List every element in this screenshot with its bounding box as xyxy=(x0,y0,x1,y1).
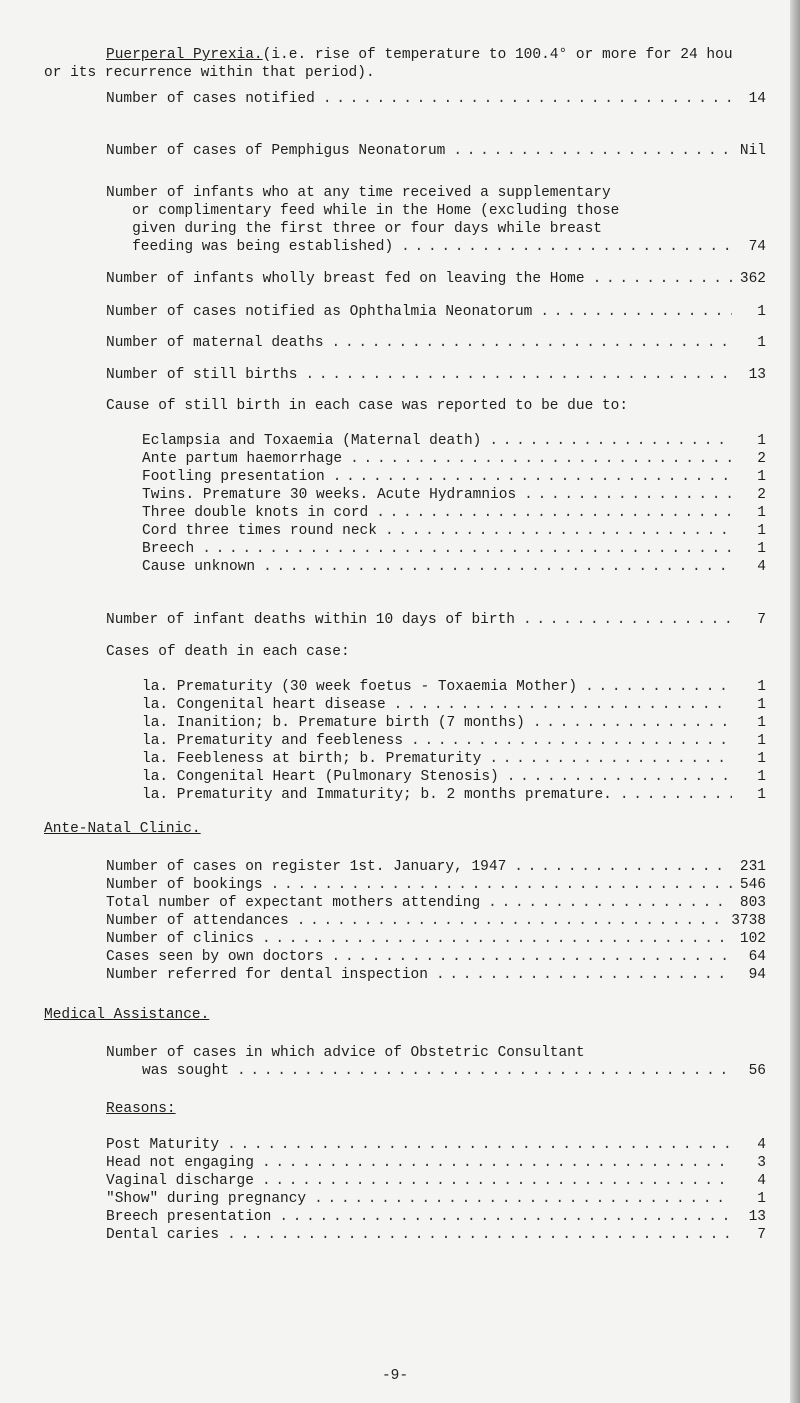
supplementary-feed-line-2: or complimentary feed while in the Home (excluding those xyxy=(106,203,620,219)
ophthalmia-row: Number of cases notified as Ophthalmia Neonatorum . . . 1 xyxy=(106,303,766,321)
still-birth-cause-item: Three double knots in cord . . . 1 xyxy=(142,504,766,522)
death-cause-item: la. Congenital heart disease . . . 1 xyxy=(142,696,766,714)
reason-item: Breech presentation . . . 13 xyxy=(106,1208,766,1226)
death-cause-item: la. Prematurity (30 week foetus - Toxaemia Mother) . . . 1 xyxy=(142,678,766,696)
death-cause-item: la. Inanition; b. Premature birth (7 months) . . . 1 xyxy=(142,714,766,732)
death-cause-heading: Cases of death in each case: xyxy=(106,644,350,660)
antenatal-row: Number referred for dental inspection . . . 94 xyxy=(106,966,766,984)
death-cause-item: la. Feebleness at birth; b. Prematurity . . . 1 xyxy=(142,750,766,768)
puerperal-pyrexia-definition: (i.e. rise of temperature to 100.4° or more for 24 hou xyxy=(262,47,733,63)
supplementary-feed-row: feeding was being established) . . . 74 xyxy=(106,238,766,256)
still-birth-cause-item: Footling presentation . . . 1 xyxy=(142,468,766,486)
still-birth-cause-heading: Cause of still birth in each case was reported to be due to: xyxy=(106,398,629,414)
death-cause-item: la. Prematurity and Immaturity; b. 2 months premature. . . . 1 xyxy=(142,786,766,804)
reason-item: "Show" during pregnancy . . . 1 xyxy=(106,1190,766,1208)
still-birth-cause-item: Ante partum haemorrhage . . . 2 xyxy=(142,450,766,468)
still-birth-cause-item: Cord three times round neck . . . 1 xyxy=(142,522,766,540)
antenatal-row: Number of bookings . . . 546 xyxy=(106,876,766,894)
still-birth-cause-item: Eclampsia and Toxaemia (Maternal death) . . . 1 xyxy=(142,432,766,450)
consultant-advice-line-1: Number of cases in which advice of Obstetric Consultant xyxy=(106,1045,585,1061)
antenatal-row: Number of clinics . . . 102 xyxy=(106,930,766,948)
puerperal-pyrexia-title: Puerperal Pyrexia. xyxy=(106,47,263,63)
death-cause-item: la. Congenital Heart (Pulmonary Stenosis) . . . 1 xyxy=(142,768,766,786)
still-births-row: Number of still births . . . 13 xyxy=(106,366,766,384)
antenatal-heading: Ante-Natal Clinic. xyxy=(44,821,201,837)
still-birth-cause-item: Breech . . . 1 xyxy=(142,540,766,558)
still-birth-cause-item: Cause unknown . . . 4 xyxy=(142,558,766,576)
death-cause-item: la. Prematurity and feebleness . . . 1 xyxy=(142,732,766,750)
breast-fed-row: Number of infants wholly breast fed on leaving the Home . . . 362 xyxy=(106,270,766,288)
reason-item: Post Maturity . . . 4 xyxy=(106,1136,766,1154)
supplementary-feed-line-1: Number of infants who at any time received a supplementary xyxy=(106,185,611,201)
maternal-deaths-row: Number of maternal deaths . . . 1 xyxy=(106,334,766,352)
antenatal-row: Number of attendances . . . 3738 xyxy=(106,912,766,930)
pemphigus-row: Number of cases of Pemphigus Neonatorum . . . Nil xyxy=(106,142,766,160)
medical-assistance-heading: Medical Assistance. xyxy=(44,1007,210,1023)
antenatal-row: Number of cases on register 1st. January, 1947 . . . 231 xyxy=(106,858,766,876)
still-birth-cause-item: Twins. Premature 30 weeks. Acute Hydramnios . . . 2 xyxy=(142,486,766,504)
page-number: -9- xyxy=(381,1368,409,1384)
consultant-advice-row: was sought . . . 56 xyxy=(142,1062,766,1080)
reason-item: Vaginal discharge . . . 4 xyxy=(106,1172,766,1190)
page-edge-shadow xyxy=(790,0,800,1403)
infant-deaths-row: Number of infant deaths within 10 days of birth . . . 7 xyxy=(106,611,766,629)
supplementary-feed-line-3: given during the first three or four days while breast xyxy=(106,221,602,237)
reasons-heading: Reasons: xyxy=(106,1101,176,1117)
intro-line-2: or its recurrence within that period). xyxy=(44,65,375,81)
intro-line-1 xyxy=(106,46,733,64)
antenatal-row: Total number of expectant mothers attending . . . 803 xyxy=(106,894,766,912)
reason-item: Head not engaging . . . 3 xyxy=(106,1154,766,1172)
cases-notified-row: Number of cases notified . . . 14 xyxy=(106,90,766,108)
antenatal-row: Cases seen by own doctors . . . 64 xyxy=(106,948,766,966)
reason-item: Dental caries . . . 7 xyxy=(106,1226,766,1244)
